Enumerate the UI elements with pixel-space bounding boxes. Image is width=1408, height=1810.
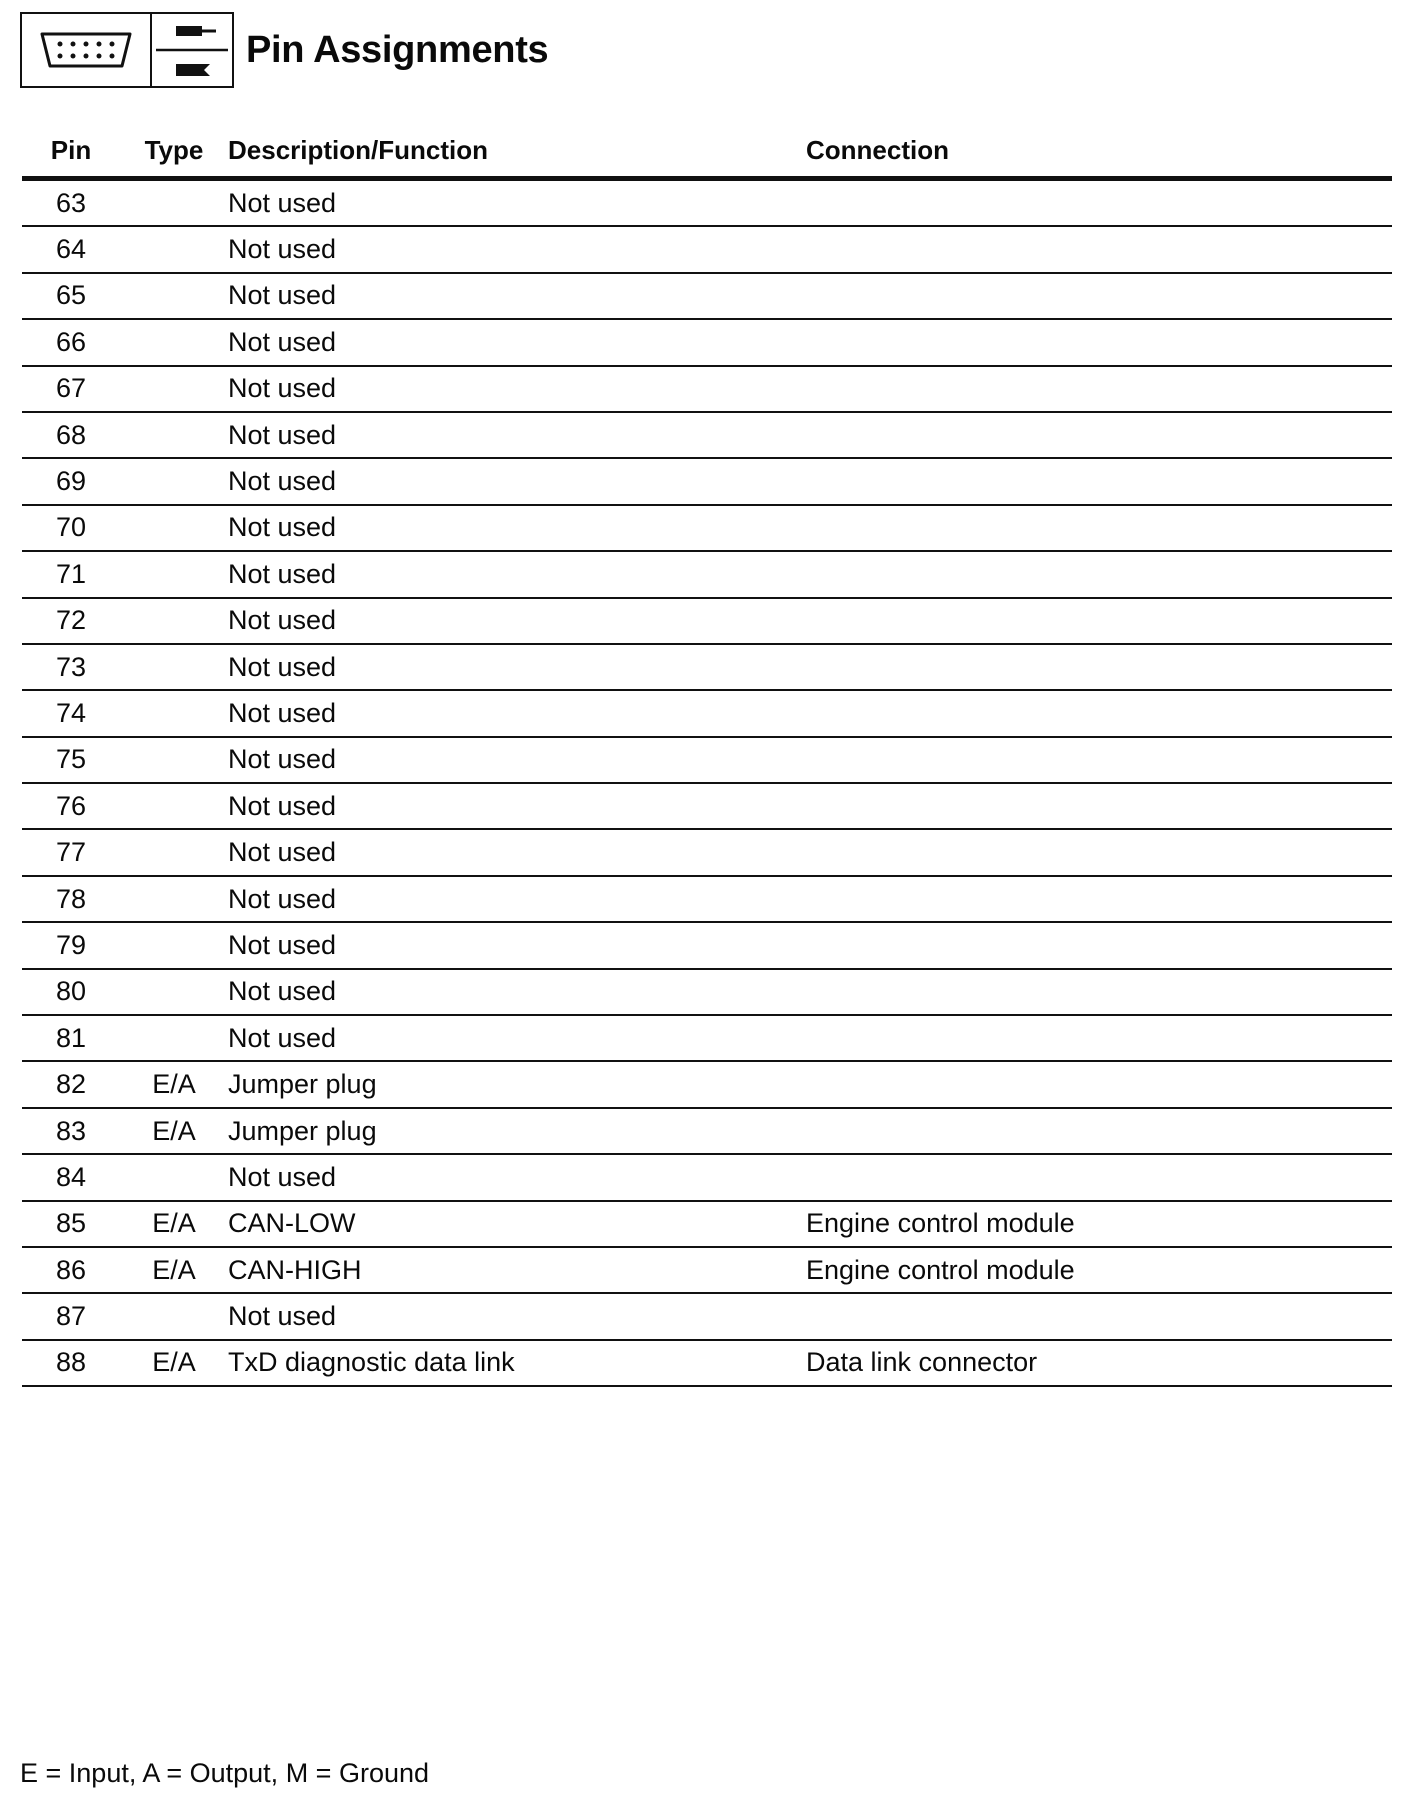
description-cell: Not used <box>228 929 337 960</box>
description-cell: Not used <box>228 883 337 914</box>
table-row <box>22 1341 1392 1387</box>
table-row <box>22 1109 1392 1155</box>
table-row <box>22 1202 1392 1248</box>
pin-cell: 82 <box>55 1069 87 1100</box>
pin-cell: 66 <box>55 326 87 357</box>
table-row <box>22 320 1392 366</box>
pin-cell: 72 <box>55 605 87 636</box>
column-header-pin: Pin <box>50 135 92 165</box>
type-cell: E/A <box>152 1254 196 1285</box>
table-row <box>22 413 1392 459</box>
description-cell: Not used <box>228 419 337 450</box>
description-cell: Not used <box>228 976 337 1007</box>
pin-cell: 78 <box>55 883 87 914</box>
pin-cell: 81 <box>55 1022 87 1053</box>
type-cell: E/A <box>152 1347 196 1378</box>
table-row <box>22 599 1392 645</box>
table-row <box>22 830 1392 876</box>
pin-cell: 70 <box>55 512 87 543</box>
table-row <box>22 506 1392 552</box>
table-row <box>22 1248 1392 1294</box>
description-cell: Not used <box>228 558 337 589</box>
pin-cell: 80 <box>55 976 87 1007</box>
table-row <box>22 1062 1392 1108</box>
pin-cell: 76 <box>55 790 87 821</box>
column-header-type: Type <box>144 135 204 165</box>
description-cell: Jumper plug <box>228 1115 377 1146</box>
description-cell: Not used <box>228 234 337 265</box>
description-cell: Not used <box>228 326 337 357</box>
description-cell: Not used <box>228 512 337 543</box>
connector-icon <box>22 14 152 86</box>
pin-cell: 75 <box>55 744 87 775</box>
connection-cell: Engine control module <box>806 1254 1075 1285</box>
table-header <box>22 134 1392 181</box>
pin-cell: 67 <box>55 373 87 404</box>
table-row <box>22 784 1392 830</box>
table-body <box>22 181 1392 1387</box>
description-cell: Not used <box>228 1022 337 1053</box>
description-cell: Not used <box>228 651 337 682</box>
pin-cell: 86 <box>55 1254 87 1285</box>
description-cell: Not used <box>228 744 337 775</box>
pin-cell: 69 <box>55 466 87 497</box>
column-header-connection: Connection <box>806 135 949 165</box>
description-cell: CAN-HIGH <box>228 1254 362 1285</box>
pin-cell: 85 <box>55 1208 87 1239</box>
table-row <box>22 181 1392 227</box>
type-cell: E/A <box>152 1115 196 1146</box>
pin-cell: 79 <box>55 929 87 960</box>
description-cell: Not used <box>228 1301 337 1332</box>
table-row <box>22 552 1392 598</box>
description-cell: Not used <box>228 280 337 311</box>
description-cell: Not used <box>228 1161 337 1192</box>
description-cell: TxD diagnostic data link <box>228 1347 515 1378</box>
pin-plug-icon <box>152 14 232 86</box>
description-cell: Jumper plug <box>228 1069 377 1100</box>
table-row <box>22 1294 1392 1340</box>
table-row <box>22 367 1392 413</box>
table-row <box>22 923 1392 969</box>
table-row <box>22 645 1392 691</box>
pin-assignment-table <box>22 134 1392 1387</box>
table-row <box>22 691 1392 737</box>
table-row <box>22 738 1392 784</box>
connection-cell: Engine control module <box>806 1208 1075 1239</box>
pin-cell: 87 <box>55 1301 87 1332</box>
table-row <box>22 274 1392 320</box>
description-cell: Not used <box>228 373 337 404</box>
page-header <box>20 10 548 90</box>
table-row <box>22 1155 1392 1201</box>
pin-cell: 65 <box>55 280 87 311</box>
description-cell: Not used <box>228 837 337 868</box>
description-cell: Not used <box>228 466 337 497</box>
description-cell: CAN-LOW <box>228 1208 356 1239</box>
pin-cell: 84 <box>55 1161 87 1192</box>
icon-box <box>20 12 234 88</box>
table-row <box>22 970 1392 1016</box>
legend-note: E = Input, A = Output, M = Ground <box>20 1758 430 1788</box>
pin-cell: 77 <box>55 837 87 868</box>
pin-cell: 83 <box>55 1115 87 1146</box>
table-row <box>22 1016 1392 1062</box>
pin-cell: 68 <box>55 419 87 450</box>
type-cell: E/A <box>152 1208 196 1239</box>
pin-cell: 74 <box>55 697 87 728</box>
pin-cell: 64 <box>55 234 87 265</box>
description-cell: Not used <box>228 187 337 218</box>
pin-cell: 63 <box>55 187 87 218</box>
table-row <box>22 877 1392 923</box>
pin-cell: 73 <box>55 651 87 682</box>
connection-cell: Data link connector <box>806 1347 1038 1378</box>
pin-cell: 88 <box>55 1347 87 1378</box>
page-title: Pin Assignments <box>246 28 549 71</box>
pin-cell: 71 <box>55 558 87 589</box>
table-row <box>22 227 1392 273</box>
description-cell: Not used <box>228 697 337 728</box>
description-cell: Not used <box>228 605 337 636</box>
type-cell: E/A <box>152 1069 196 1100</box>
column-header-description: Description/Function <box>228 135 488 165</box>
table-row <box>22 459 1392 505</box>
description-cell: Not used <box>228 790 337 821</box>
